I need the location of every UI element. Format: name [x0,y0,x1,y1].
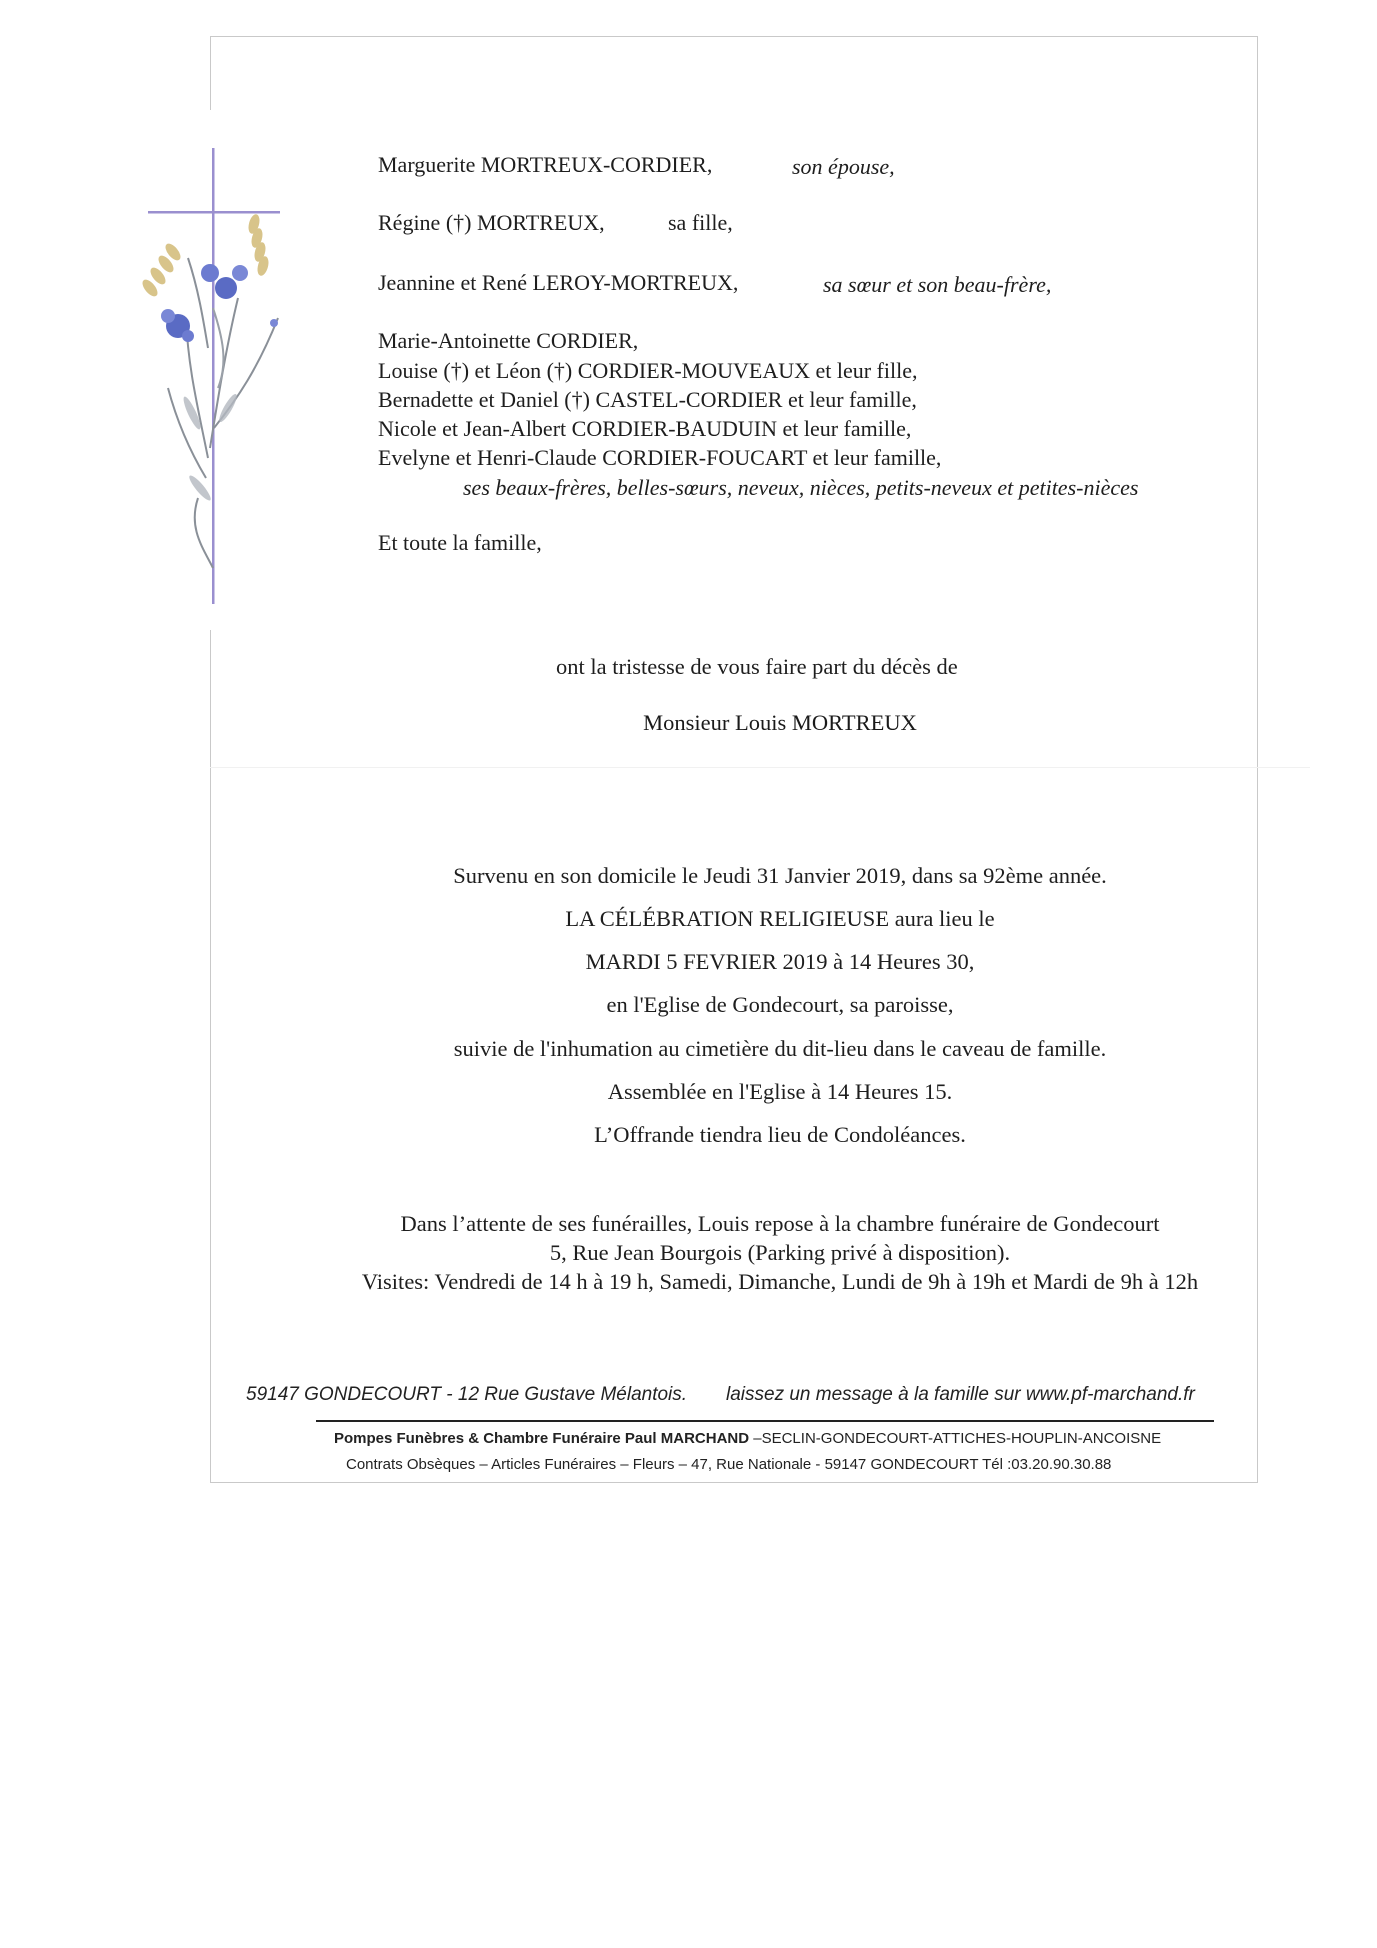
footer-services: Contrats Obsèques – Articles Funéraires – Fleurs – 47, Rue Nationale - 59147 GONDECOURT Tél :03.20.90.30.88 [346,1456,1112,1473]
footer-company-towns: –SECLIN-GONDECOURT-ATTICHES-HOUPLIN-ANCOISNE [753,1430,1162,1447]
detail-line: suivie de l'inhumation au cimetière du dit-lieu dans le caveau de famille. [453,1036,1107,1061]
extended-family-line: Evelyne et Henri-Claude CORDIER-FOUCART et leur famille, [378,445,942,470]
visits-line: 5, Rue Jean Bourgois (Parking privé à disposition). [549,1240,1011,1265]
footer-message: laissez un message à la famille sur www.pf-marchand.fr [726,1384,1195,1405]
whole-family: Et toute la famille, [378,530,542,555]
cross-icon [148,148,280,604]
visits-line: Dans l’attente de ses funérailles, Louis repose à la chambre funéraire de Gondecourt [400,1211,1160,1236]
detail-line: en l'Eglise de Gondecourt, sa paroisse, [606,992,954,1017]
visits-line: Visites: Vendredi de 14 h à 19 h, Samedi, Dimanche, Lundi de 9h à 19h et Mardi de 9h à 12h [361,1269,1199,1294]
extended-family-line: Bernadette et Daniel (†) CASTEL-CORDIER et leur famille, [378,387,917,412]
family-name-spouse: Marguerite MORTREUX-CORDIER, [378,152,713,177]
family-name-daughter: Régine (†) MORTREUX, [378,210,605,235]
extended-family-line: Nicole et Jean-Albert CORDIER-BAUDUIN et leur famille, [378,416,912,441]
footer-company [334,1430,1161,1447]
detail-line: MARDI 5 FEVRIER 2019 à 14 Heures 30, [585,949,975,974]
footer-divider [316,1420,1214,1422]
extended-family-line: Marie-Antoinette CORDIER, [378,328,639,353]
fold-line-horizontal [210,767,1310,768]
deceased-name: Monsieur Louis MORTREUX [643,710,917,735]
family-relation-sister: sa sœur et son beau-frère, [823,272,1052,297]
family-name-sister: Jeannine et René LEROY-MORTREUX, [378,270,739,295]
footer-company-name: Pompes Funèbres & Chambre Funéraire Paul MARCHAND [334,1430,750,1447]
detail-line: L’Offrande tiendra lieu de Condoléances. [594,1122,966,1147]
family-relation-spouse: son épouse, [792,154,895,179]
detail-line: LA CÉLÉBRATION RELIGIEUSE aura lieu le [565,906,995,931]
family-relation-daughter: sa fille, [668,210,733,235]
detail-line: Assemblée en l'Eglise à 14 Heures 15. [607,1079,953,1104]
detail-line: Survenu en son domicile le Jeudi 31 Janvier 2019, dans sa 92ème année. [453,863,1107,888]
extended-family-line: Louise (†) et Léon (†) CORDIER-MOUVEAUX et leur fille, [378,358,918,383]
footer-address: 59147 GONDECOURT - 12 Rue Gustave Mélantois. [246,1384,688,1405]
cross-flowers-illustration [128,148,298,604]
extended-family-relation: ses beaux-frères, belles-sœurs, neveux, nièces, petits-neveux et petites-nièces [463,475,1139,500]
announcement-intro: ont la tristesse de vous faire part du décès de [556,654,958,679]
wheat-ears [140,213,271,299]
